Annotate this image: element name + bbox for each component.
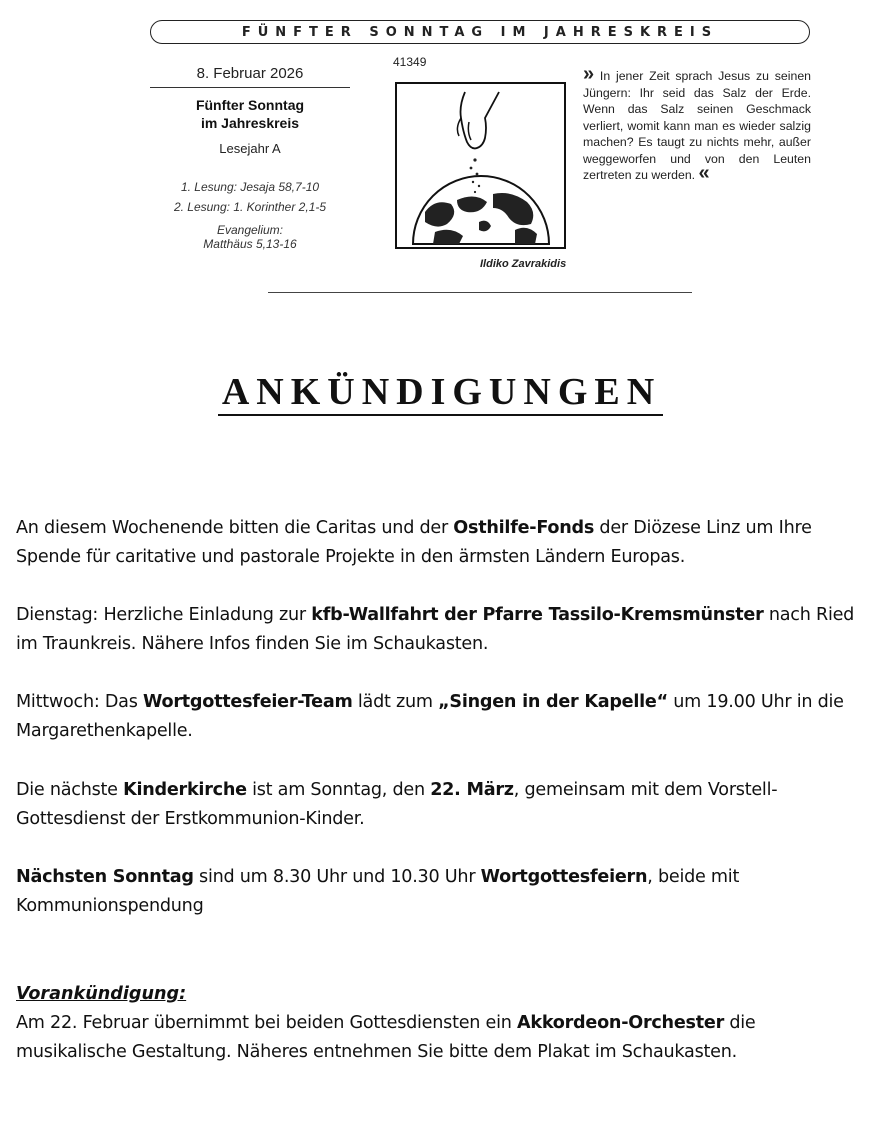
announcement-accordion: Am 22. Februar übernimmt bei beiden Gottesdiensten ein Akkordeon-Orchester die musikalische Gestaltung. Näheres entnehmen Sie bitte dem Plakat im Schaukasten. [16,1013,756,1062]
first-reading: 1. Lesung: Jesaja 58,7-10 [180,180,320,194]
gospel-reference: Matthäus 5,13-16 [203,237,297,251]
quote-text: In jener Zeit sprach Jesus zu seinen Jüngern: Ihr seid das Salz der Erde. Wenn das Salz seinen Geschmack verliert, womit kann man es wieder salzig machen? Es taugt zu nichts mehr, außer weggeworfen und von den Leuten zertreten zu werden. [583,69,811,182]
gospel-label: Evangelium: [216,223,284,237]
preview-heading: Vorankündigung: [16,984,187,1004]
date-divider [150,87,350,88]
announcement-caritas: An diesem Wochenende bitten die Caritas und der Osthilfe-Fonds der Diözese Linz um Ihre Spende für caritative und pastorale Projekte in den ärmsten Ländern Europas. [16,518,812,567]
sunday-name-line2: im Jahreskreis [200,115,300,131]
announcement-singing: Mittwoch: Das Wortgottesfeier-Team lädt zum „Singen in der Kapelle“ um 19.00 Uhr in die Margarethenkapelle. [16,692,844,741]
announcement-next-sunday: Nächsten Sonntag sind um 8.30 Uhr und 10.30 Uhr Wortgottesfeiern, beide mit Kommunionspendung [16,867,740,916]
header-divider [268,292,692,293]
quote-open-mark: » [583,63,595,85]
announcement-kinderkirche: Die nächste Kinderkirche ist am Sonntag, den 22. März, gemeinsam mit dem Vorstell-Gottesdienst der Erstkommunion-Kinder. [16,780,778,829]
reading-year: Lesejahr A [219,141,281,156]
quote-close-mark: « [698,162,710,184]
sunday-name-line1: Fünfter Sonntag [195,97,305,113]
announcement-pilgrimage: Dienstag: Herzliche Einladung zur kfb-Wallfahrt der Pfarre Tassilo-Kremsmünster nach Ried im Traunkreis. Nähere Infos finden Sie im Schaukasten. [16,605,855,654]
illustration-artist: Ildiko Zavrakidis [480,258,567,270]
image-code: 41349 [393,55,427,69]
gospel-quote [583,63,811,184]
liturgy-info [150,65,350,251]
liturgy-banner [150,20,810,44]
banner-title: FÜNFTER SONNTAG IM JAHRESKREIS [241,24,719,40]
salt-of-earth-illustration [395,82,566,249]
second-reading: 2. Lesung: 1. Korinther 2,1-5 [173,200,327,214]
announcements-heading-wrap [0,372,881,416]
announcements-heading: ANKÜNDIGUNGEN [218,372,663,416]
liturgy-date: 8. Februar 2026 [196,65,304,82]
